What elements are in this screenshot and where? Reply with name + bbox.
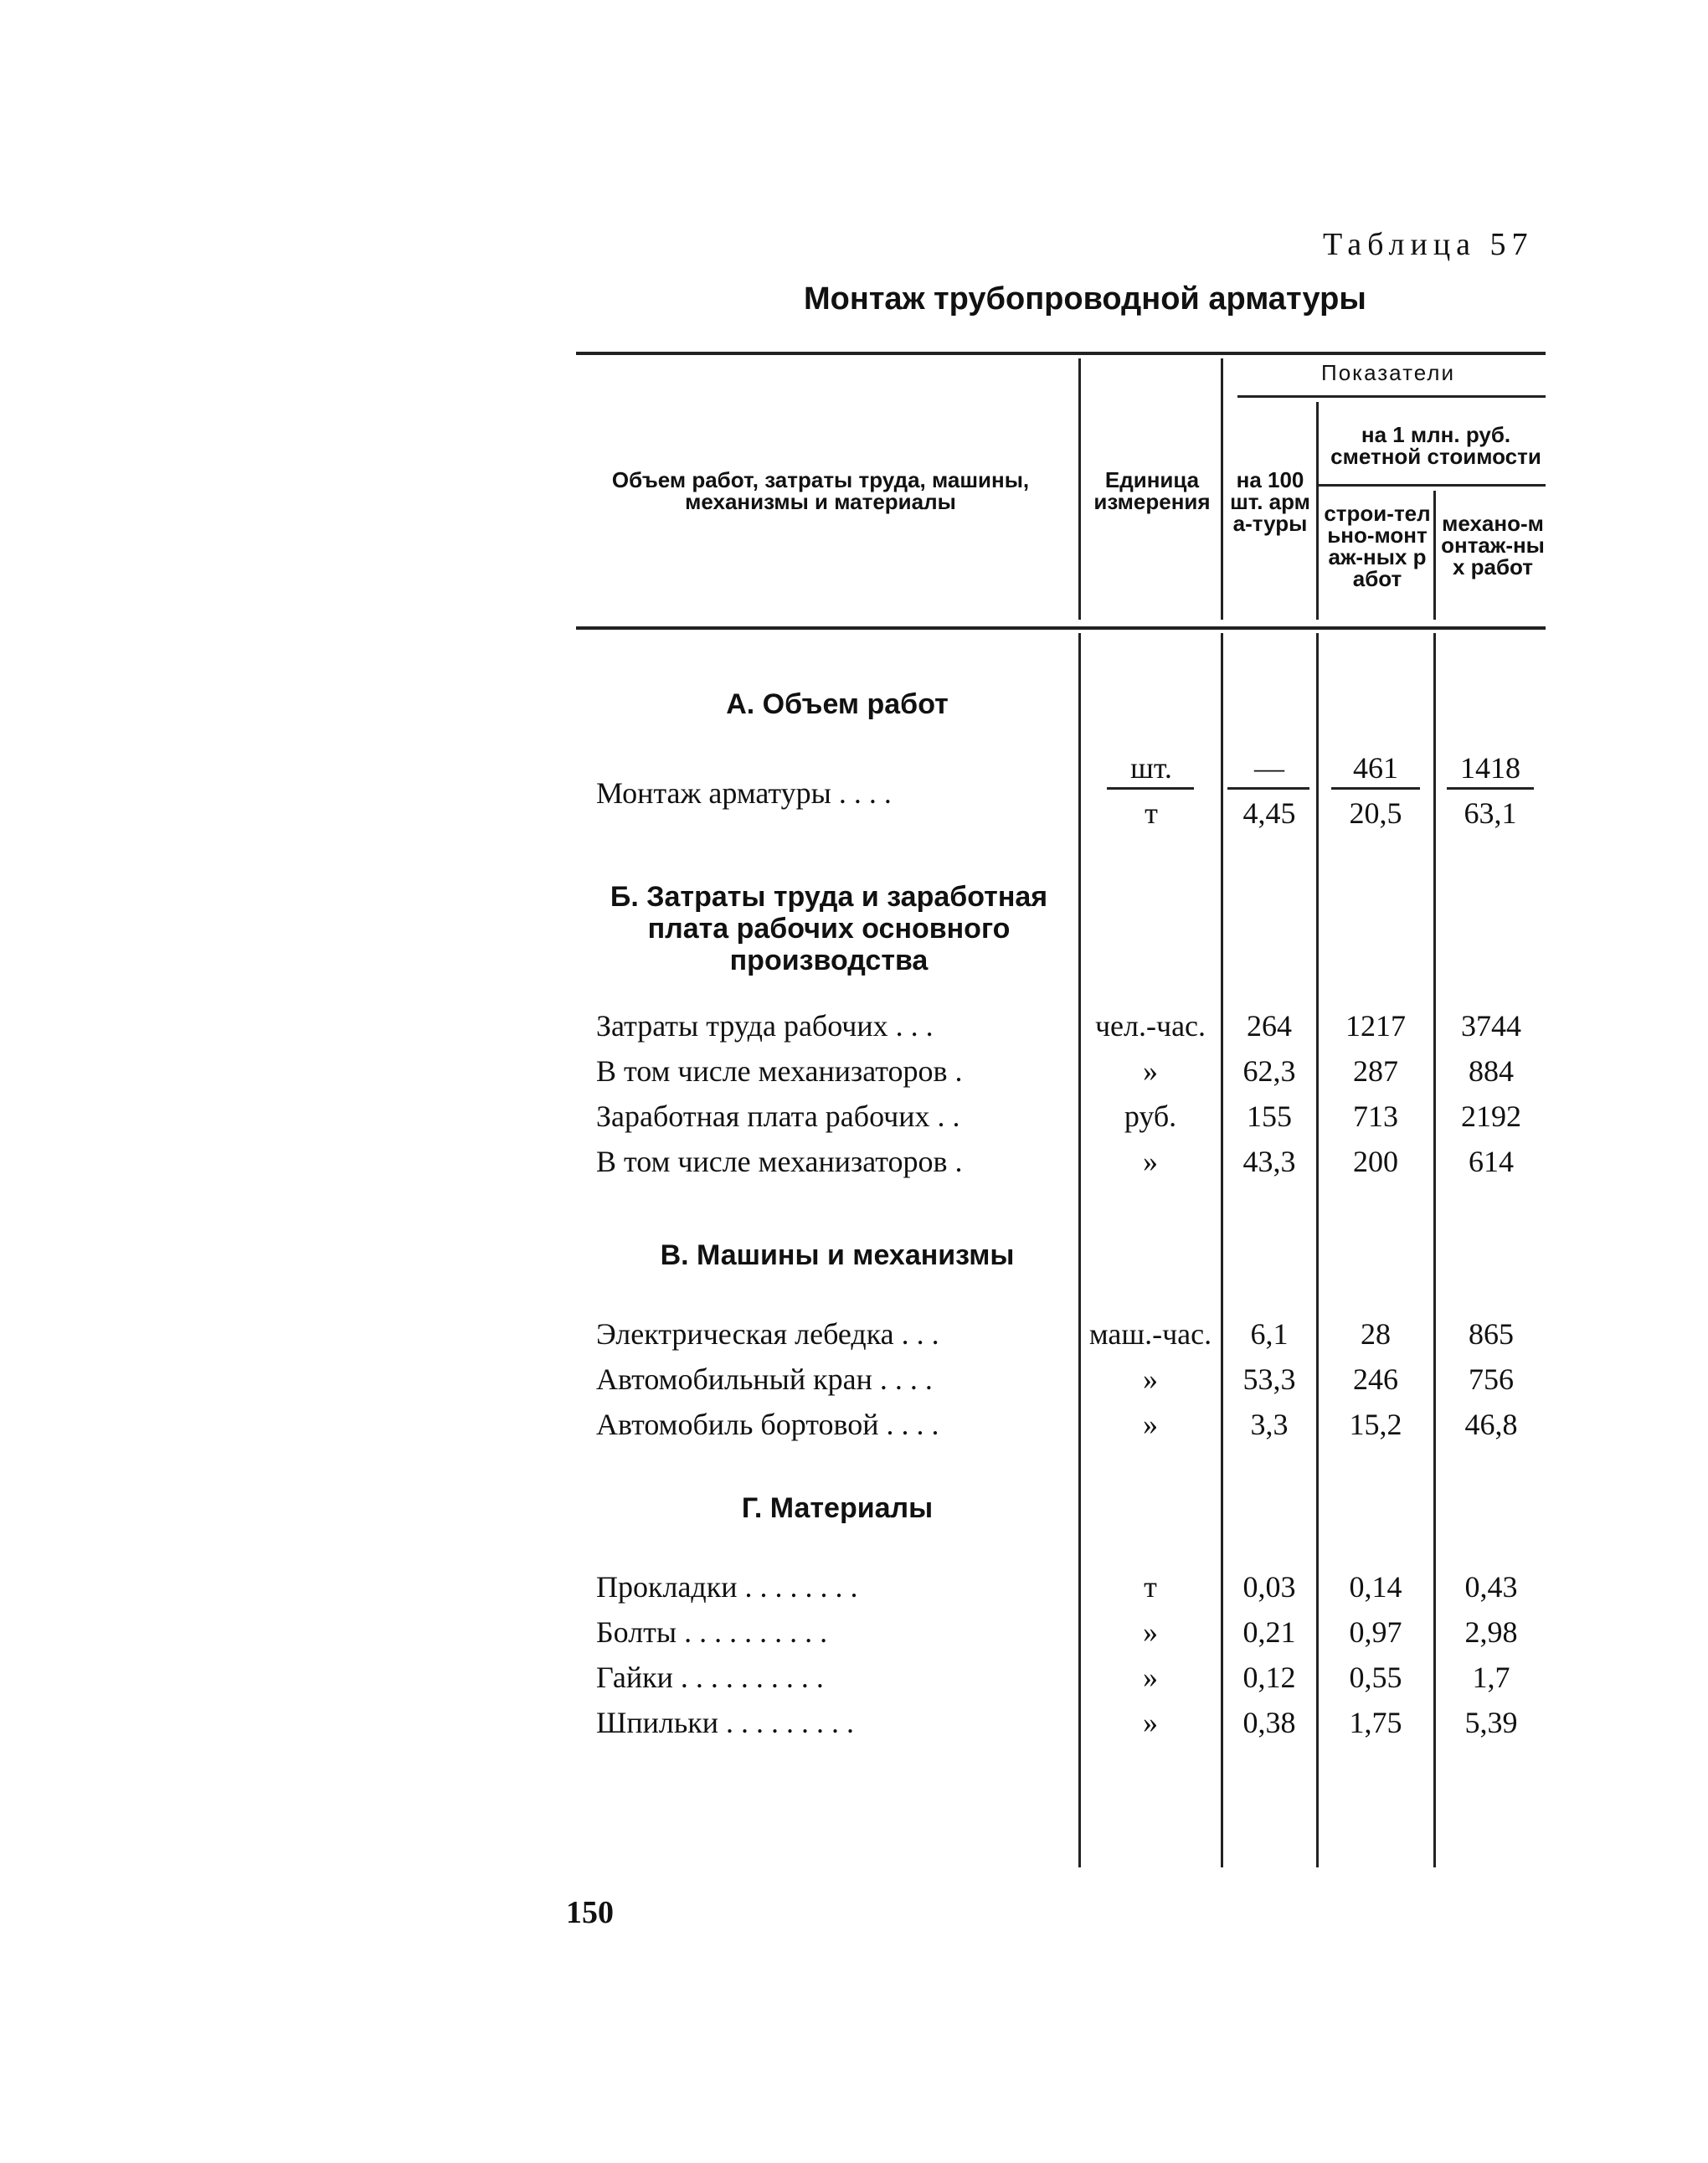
mmr-cell: 884 [1469,1054,1514,1088]
col-divider-unit-header [1078,358,1081,620]
mmr-cell: 3744 [1461,1009,1521,1043]
smr-cell: 0,97 [1349,1615,1402,1649]
page-number: 150 [566,1895,614,1930]
montage-smr-bottom: 20,5 [1349,796,1402,830]
montage-mmr-fraction-rule [1447,787,1534,790]
mmr-cell: 2,98 [1464,1615,1518,1649]
section-g-title: Г. Материалы [741,1492,934,1524]
smr-cell: 713 [1353,1100,1398,1133]
per100-cell: 3,3 [1250,1408,1289,1441]
header-unit-column: Единица измерения [1093,467,1211,514]
unit-cell: » [1143,1706,1158,1739]
section-v-title: В. Машины и механизмы [660,1239,1015,1271]
row-label: Электрическая лебедка . . . [596,1317,939,1351]
per100-cell: 264 [1247,1009,1292,1043]
montage-mmr-bottom: 63,1 [1464,796,1517,830]
col-divider-smr-header [1316,402,1319,620]
unit-cell: маш.-час. [1088,1317,1212,1351]
header-construction-works: строи-тельно-монтаж-ных работ [1324,501,1431,591]
col-divider-mmr [1433,633,1436,1867]
smr-cell: 0,55 [1349,1661,1402,1694]
indicators-rule [1237,395,1546,398]
table-title: Монтаж трубопроводной арматуры [804,281,1366,317]
table-number-label: Таблица 57 [1323,227,1534,262]
unit-cell: т [1144,1570,1157,1604]
row-label: Затраты труда рабочих . . . [596,1009,934,1043]
smr-cell: 1,75 [1349,1706,1402,1739]
montage-per100-bottom: 4,45 [1242,796,1296,830]
row-label: Болты . . . . . . . . . . [596,1615,828,1649]
smr-cell: 1217 [1345,1009,1406,1043]
per100-cell: 0,12 [1242,1661,1296,1694]
header-top-rule [576,352,1546,355]
unit-cell: » [1143,1615,1158,1649]
smr-cell: 287 [1353,1054,1398,1088]
smr-cell: 15,2 [1349,1408,1402,1441]
mmr-cell: 5,39 [1464,1706,1518,1739]
section-b-title: Б. Затраты труда и заработная плата рабочих основного производства [610,881,1048,976]
mmr-cell: 865 [1469,1317,1514,1351]
row-label: Автомобильный кран . . . . [596,1362,933,1396]
header-mechanical-works: механо-монтаж-ных работ [1441,511,1545,579]
header-indicators: Показатели [1321,360,1455,385]
montage-unit-fraction-rule [1107,787,1194,790]
unit-cell: руб. [1124,1100,1177,1133]
mmr-cell: 46,8 [1464,1408,1518,1441]
per100-cell: 53,3 [1242,1362,1296,1396]
per100-cell: 0,21 [1242,1615,1296,1649]
montage-mmr-top: 1418 [1460,751,1520,785]
row-label: Прокладки . . . . . . . . [596,1570,858,1604]
header-per-million: на 1 млн. руб. сметной стоимости [1330,422,1541,469]
row-label: В том числе механизаторов . [596,1054,963,1088]
row-label: Автомобиль бортовой . . . . [596,1408,939,1441]
unit-cell: » [1143,1661,1158,1694]
mmr-cell: 0,43 [1464,1570,1518,1604]
mmr-cell: 1,7 [1472,1661,1510,1694]
unit-cell: » [1143,1145,1158,1178]
col-divider-per100-header [1221,358,1223,620]
montage-per100-fraction-rule [1227,787,1309,790]
mmr-cell: 756 [1469,1362,1514,1396]
per100-cell: 6,1 [1250,1317,1289,1351]
section-a-title: А. Объем работ [726,688,949,720]
montage-unit-top: шт. [1130,751,1172,785]
unit-cell: » [1143,1362,1158,1396]
header-per-100: на 100 шт. арма-туры [1230,467,1310,536]
smr-cell: 200 [1353,1145,1398,1178]
row-label: Шпильки . . . . . . . . . [596,1706,854,1739]
row-label: В том числе механизаторов . [596,1145,963,1178]
unit-cell: чел.-час. [1094,1009,1206,1043]
per100-cell: 0,03 [1242,1570,1296,1604]
unit-cell: » [1143,1408,1158,1441]
per100-cell: 0,38 [1242,1706,1296,1739]
montage-smr-fraction-rule [1331,787,1420,790]
header-bottom-rule [576,626,1546,630]
smr-cell: 0,14 [1349,1570,1402,1604]
mmr-cell: 614 [1469,1145,1514,1178]
header-work-column: Объем работ, затраты труда, машины, механизмы и материалы [611,467,1030,514]
per100-cell: 62,3 [1242,1054,1296,1088]
unit-cell: » [1143,1054,1158,1088]
smr-cell: 28 [1361,1317,1391,1351]
smr-cell: 246 [1353,1362,1398,1396]
montage-per100-top: — [1254,751,1284,785]
col-divider-mmr-header [1433,491,1436,620]
row-label: Гайки . . . . . . . . . . [596,1661,824,1694]
montage-smr-top: 461 [1353,751,1398,785]
per100-cell: 43,3 [1242,1145,1296,1178]
col-divider-smr [1316,633,1319,1867]
col-divider-per100 [1221,633,1223,1867]
row-label-montage: Монтаж арматуры . . . . [596,776,892,810]
row-label: Заработная плата рабочих . . [596,1100,960,1133]
montage-unit-bottom: т [1145,796,1158,830]
mmr-cell: 2192 [1461,1100,1521,1133]
per100-cell: 155 [1247,1100,1292,1133]
per-million-rule [1318,484,1546,487]
